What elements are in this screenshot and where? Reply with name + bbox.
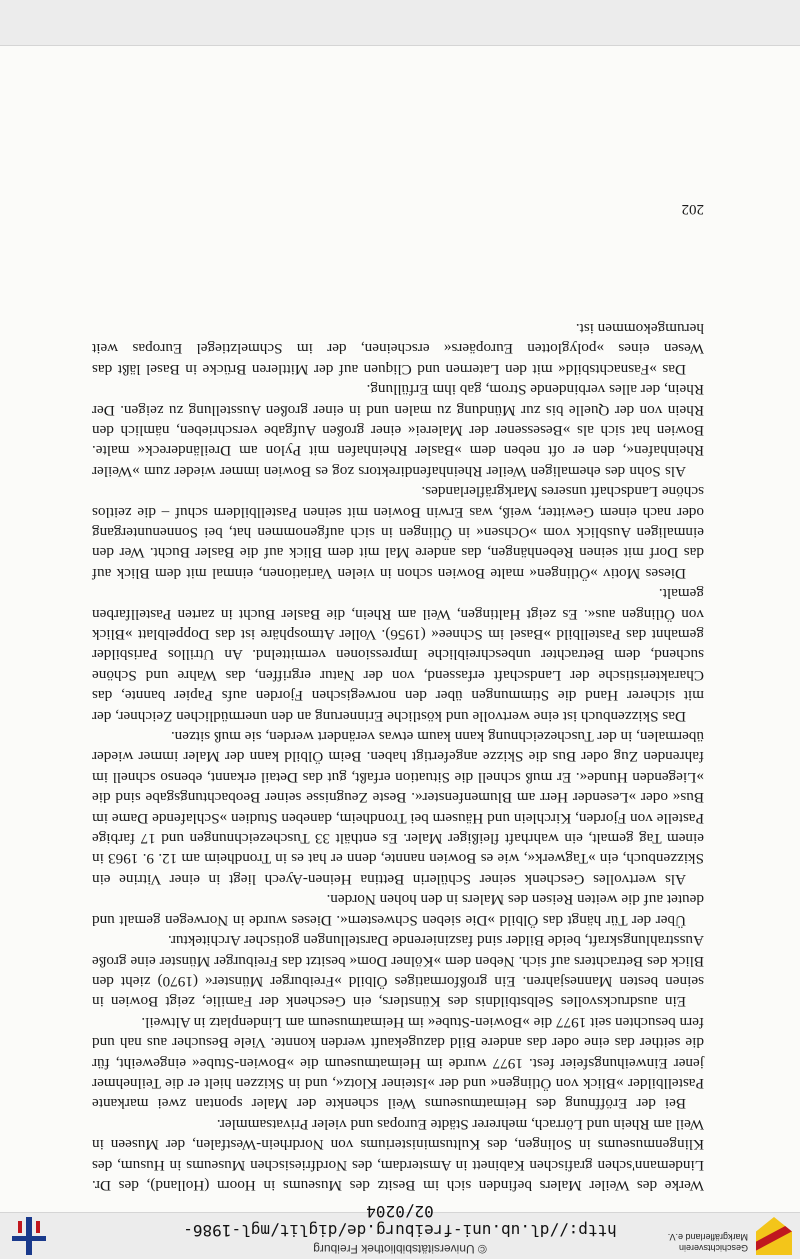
article-body bbox=[92, 318, 704, 1195]
society-name bbox=[628, 1231, 748, 1253]
page-url-link[interactable]: http://dl.ub.uni-freiburg.de/diglit/mgl-1986-02/0204 bbox=[183, 1202, 617, 1240]
paragraph: Werke des Weiler Malers befinden sich im Besitz des Museums in Hoorn (Holland), des Dr. Lindemann'schen grafischen Kabinett in Amsterdam, des Nordfriesischen Museums in Husum, des Klingenmuseums in Solingen, des Kultusministeriums von Nordrhein-Westfalen, der Museen in Weil am Rhein und Lörrach, mehrerer Städte Europas und vieler Privatsammler. bbox=[92, 1115, 704, 1194]
page-number: 202 bbox=[681, 201, 704, 217]
paragraph: Als Sohn des ehemaligen Weiler Rheinhafendirektors zog es Bowien immer wieder zum »Weiler Rheinhafen«, den er oft neben dem »Basler Rheinhafen mit Pylon am Dreiländereck« malte. Bowien hat sich als »Besessener der Malerei« einer großen Aufgabe verschrieben, nämlich den Rhein von der Quelle bis zur Mündung zu malen und in einer großen Ausstellung zu zeigen. Der Rhein, der alles verbindende Strom, gab ihm Erfüllung. bbox=[92, 381, 704, 480]
library-logo-icon bbox=[12, 1217, 46, 1255]
society-crest-icon bbox=[756, 1217, 792, 1255]
paragraph: Das Skizzenbuch ist eine wertvolle und köstliche Erinnerung an den unermüdlichen Zeichner, der mit sicherer Hand die Stimmungen über den norwegischen Fjorden aufs Papier bannte, das Charakteristische der Landschaft erfassend, von der Natur ergriffen, das Wahre und Schöne suchend, dem Betrachter unbeschreibliche Impressionen vermittelnd. An Utrillos Parisbilder gemahnt das Pastellbild »Basel im Schnee« (1956). Voller Atmosphäre ist das Doppelblatt »Blick von Ötlingen aus«. Es zeigt Haltingen, Weil am Rhein, die Basler Bucht in zarten Pastellfarben gemalt. bbox=[92, 585, 704, 725]
paragraph: Bei der Eröffnung des Heimatmuseums Weil schenkte der Maler spontan zwei markante Pastellbilder »Blick von Ötlingen« und der »Isteiner Klotz«, und in Skizzen hielt er die Teilnehmer jener Einweihungsfeier fest. 1977 wurde im Heimatmuseum die »Bowien-Stube« eingeweiht, für die seither das eine oder das andere Bild dazugekauft werden konnte. Viele Besucher aus nah und fern besuchten seit 1977 die »Bowien-Stube« im Heimatmuseum am Lindenplatz in Altweil. bbox=[92, 1013, 704, 1113]
paragraph: Das »Fasnachtsbild« mit den Laternen und Cliquen auf der Mittleren Brücke in Basel läßt das Wesen eines »polyglotten Europäers« erscheinen, der im Schmelztiegel Europas weit herumgekommen ist. bbox=[92, 319, 704, 378]
library-credit: © Universitätsbibliothek Freiburg bbox=[313, 1242, 487, 1256]
society-line-2: Markgräflerland e.V. bbox=[667, 1232, 748, 1242]
paragraph: Ein ausdrucksvolles Selbstbildnis des Künstlers, ein Geschenk der Familie, zeigt Bowien in seinen besten Mannesjahren. Ein großformatiges Ölbild »Freiburger Münster« (1970) zieht den Blick des Betrachters auf sich. Neben dem »Kölner Dom« besitzt das Freiburger Münster eine große Ausstrahlungskraft, beide Bilder sind faszinierende Darstellungen gotischer Architektur. bbox=[92, 932, 704, 1011]
paragraph: Über der Tür hängt das Ölbild »Die sieben Schwestern«. Dieses wurde in Norwegen gemalt und deutet auf die weiten Reisen des Malers in den hohen Norden. bbox=[92, 891, 704, 929]
paragraph: Als wertvolles Geschenk seiner Schülerin Bettina Heinen-Ayech liegt in einer Vitrine ein Skizzenbuch, ein »Tagwerk«, wie es Bowien nannte, denn er hat es in Trondheim am 12. 9. 1963 in einem Tag gemalt, ein wahrhaft fleißiger Maler. Es enthält 33 Tuschezeichnungen und 17 farbige Pastelle von Fjorden, Kirchlein und Häusern bei Trondheim, daneben Studien »Schlafende Dame im Bus« oder »Lesender Herr am Blumenfenster«. Beste Zeugnisse seiner Beobachtungsgabe sind die »Liegenden Hunde«. Er muß schnell die Situation erfaßt, gut das Detail erkannt, ebenso schnell im fahrenden Zug oder Bus die Skizze angefertigt haben. Beim Ölbild kann der Maler immer wieder übermalen, in der Tuschezeichnung kann kaum etwas verändert werden, sie muß sitzen. bbox=[92, 728, 704, 888]
viewer-bottom-bar bbox=[0, 0, 800, 46]
society-line-1: Geschichtsverein bbox=[678, 1243, 748, 1253]
paragraph: Dieses Motiv »Ötlingen« malte Bowien schon in vielen Variationen, einmal mit dem Blick auf das Dorf mit seinen Rebenhängen, das andere Mal mit dem Blick auf die Basler Bucht. Wer den einmaligen Ausblick vom »Ochsen« in Ötlingen in sich aufgenommen hat, bei Sonnenuntergang oder nach einem Gewitter, weiß, was Erwin Bowien mit seinen Pastellbildern schuf – die zeitlos schöne Landschaft unseres Markgräflerlandes. bbox=[92, 483, 704, 582]
viewer-top-bar bbox=[0, 1202, 800, 1259]
